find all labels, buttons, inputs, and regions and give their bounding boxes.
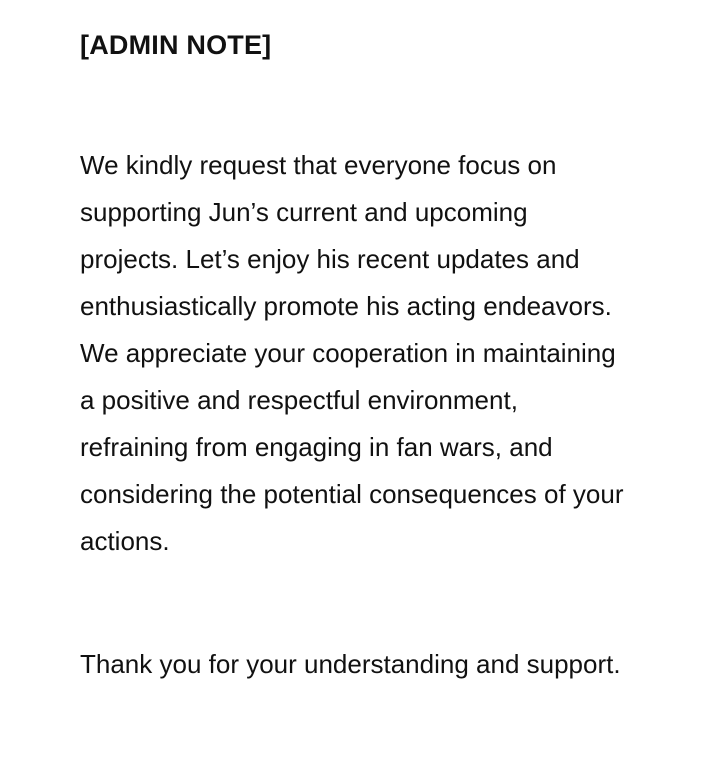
note-closing-paragraph: Thank you for your understanding and support. <box>80 649 621 679</box>
note-title: [ADMIN NOTE] <box>80 30 272 60</box>
note-body-paragraph: We kindly request that everyone focus on supporting Jun’s current and upcoming projects. Let’s enjoy his recent updates and enthusiastically promote his acting endeavors. We appreciate your cooperation in maintaining a positive and respectful environment, refraining from engaging in fan wars, and considering the potential consequences of your actions. <box>80 150 624 556</box>
